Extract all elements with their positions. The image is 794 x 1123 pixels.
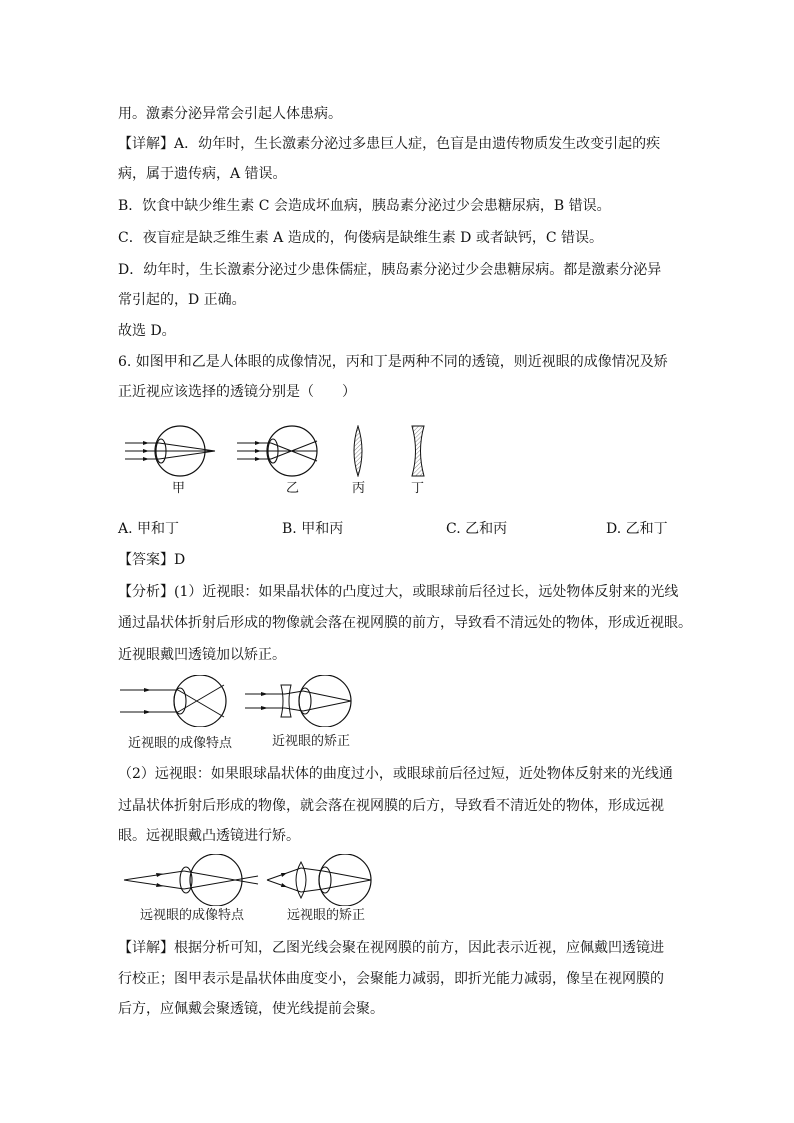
hyperopia-imaging-caption: 远视眼的成像特点	[140, 908, 245, 923]
analysis-line: 过晶状体折射后形成的物像，就会落在视网膜的后方，导致看不清近处的物体，形成远视	[118, 798, 664, 814]
text-line: 【详解】A．幼年时，生长激素分泌过多患巨人症，色盲是由遗传物质发生改变引起的疾	[118, 136, 661, 152]
option-d[interactable]: D. 乙和丁	[606, 521, 668, 537]
option-c[interactable]: C. 乙和丙	[446, 521, 508, 537]
analysis-line: 【分析】(1）近视眼：如果晶状体的凸度过大，或眼球前后径过长，远处物体反射来的光线	[118, 584, 679, 600]
hyperopia-imaging-figure	[120, 854, 260, 906]
myopia-imaging-caption: 近视眼的成像特点	[128, 736, 233, 751]
text-line: D．幼年时，生长激素分泌过少患侏儒症，胰岛素分泌过少会患糖尿病。都是激素分泌异	[118, 262, 662, 278]
option-b[interactable]: B. 甲和丙	[282, 521, 344, 537]
myopia-imaging-figure	[120, 675, 232, 727]
text-line: 常引起的，D 正确。	[118, 292, 246, 308]
eye-figure-yi	[237, 425, 332, 477]
figure-label-jia: 甲	[172, 481, 186, 496]
text-line: 用。激素分泌异常会引起人体患病。	[118, 106, 342, 122]
question-line: 正近视应该选择的透镜分别是（ ）	[118, 384, 356, 400]
detail-line: 【详解】根据分析可知，乙图光线会聚在视网膜的前方，因此表示近视，应佩戴凹透镜进	[118, 940, 664, 956]
figure-label-yi: 乙	[286, 481, 300, 496]
figure-label-ding: 丁	[411, 481, 425, 496]
detail-line: 行校正；图甲表示是晶状体曲度变小，会聚能力减弱，即折光能力减弱，像呈在视网膜的	[118, 971, 664, 987]
concave-lens	[411, 425, 425, 477]
analysis-line: （2）远视眼：如果眼球晶状体的曲度过小，或眼球前后径过短，近处物体反射来的光线通	[118, 766, 673, 782]
convex-lens	[350, 425, 366, 477]
analysis-line: 近视眼戴凹透镜加以矫正。	[118, 647, 286, 663]
hyperopia-correction-caption: 远视眼的矫正	[287, 908, 366, 923]
eye-figure-jia	[125, 425, 220, 477]
myopia-correction-figure	[245, 675, 357, 727]
text-line: C．夜盲症是缺乏维生素 A 造成的，佝偻病是缺维生素 D 或者缺钙，C 错误。	[118, 230, 604, 246]
text-line: 故选 D。	[118, 323, 176, 339]
myopia-correction-caption: 近视眼的矫正	[272, 734, 351, 749]
question-line: 6. 如图甲和乙是人体眼的成像情况，丙和丁是两种不同的透镜，则近视眼的成像情况及矫	[118, 354, 668, 370]
analysis-line: 眼。远视眼戴凸透镜进行矫。	[118, 828, 300, 844]
figure-label-bing: 丙	[352, 481, 366, 496]
text-line: 病，属于遗传病，A 错误。	[118, 166, 287, 182]
answer-line: 【答案】D	[118, 552, 186, 568]
option-a[interactable]: A. 甲和丁	[118, 521, 180, 537]
detail-line: 后方，应佩戴会聚透镜，使光线提前会聚。	[118, 1001, 384, 1017]
text-line: B．饮食中缺少维生素 C 会造成坏血病，胰岛素分泌过少会患糖尿病，B 错误。	[118, 198, 611, 214]
analysis-line: 通过晶状体折射后形成的物像就会落在视网膜的前方，导致看不清远处的物体，形成近视眼。	[118, 615, 692, 631]
hyperopia-correction-figure	[265, 854, 377, 906]
